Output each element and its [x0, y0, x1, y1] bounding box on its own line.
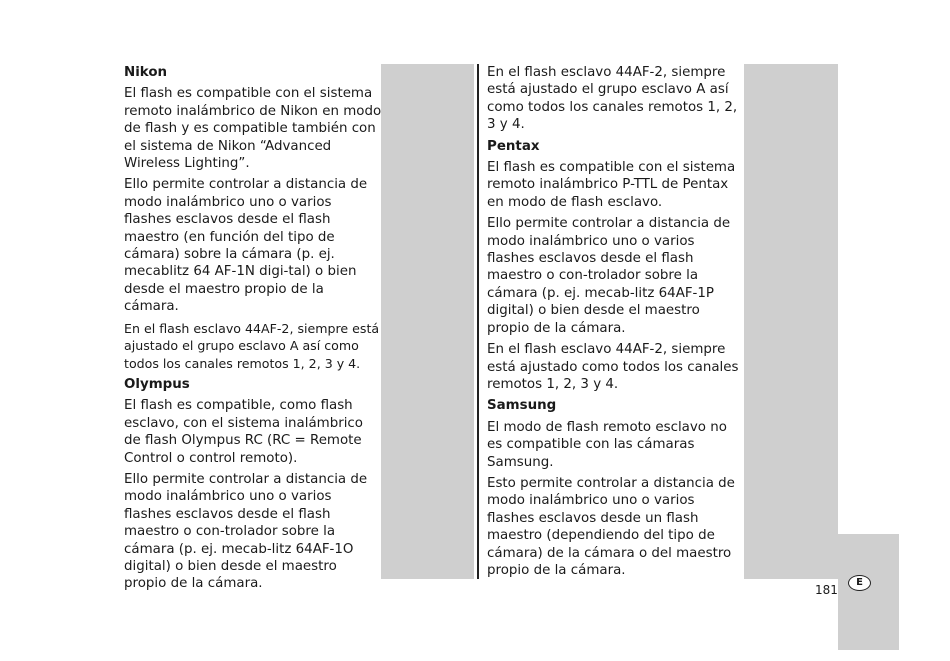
nikon-paragraph-1: El flash es compatible con el sistema remoto inalámbrico de Nikon en modo de flash y es compatible también con el sistema de Nikon “Advanced Wireless Lighting”.	[124, 86, 382, 172]
samsung-paragraph-2: Esto permite controlar a distancia de modo inalámbrico uno o varios flashes esclavos desde un flash maestro (dependiendo del tipo de cámara) de la cámara o del maestro propio de la cámara.	[487, 475, 735, 578]
heading-pentax: Pentax	[487, 138, 540, 154]
left-column	[124, 64, 382, 597]
nikon-paragraph-2: Ello permite controlar a distancia de modo inalámbrico uno o varios flashes esclavos desde el flash maestro (en función del tipo de cámara) sobre la cámara (p. ej. mecablitz 64 AF-1N digi-tal) o bien desde el maestro propio de la cámara.	[124, 177, 368, 315]
page-number: 181	[815, 583, 838, 597]
olympus-paragraph-1: El flash es compatible, como flash esclavo, con el sistema inalámbrico de flash Olympus RC (RC = Remote Control o control remoto).	[124, 398, 363, 466]
right-column	[487, 64, 744, 583]
heading-olympus: Olympus	[124, 376, 190, 392]
left-gray-panel	[381, 64, 474, 579]
heading-samsung: Samsung	[487, 398, 557, 414]
nikon-continued-paragraph: En el flash esclavo 44AF-2, siempre está ajustado el grupo esclavo A así como todos los canales remotos 1, 2, 3 y 4.	[487, 65, 738, 133]
language-badge: E	[848, 575, 871, 591]
heading-nikon: Nikon	[124, 65, 168, 80]
column-divider	[477, 64, 479, 579]
pentax-paragraph-1: El flash es compatible con el sistema remoto inalámbrico P-TTL de Pentax en modo de flash esclavo.	[487, 160, 736, 210]
nikon-paragraph-3: En el flash esclavo 44AF-2, siempre está ajustado el grupo esclavo A así como todos los canales remotos 1, 2, 3 y 4.	[124, 320, 380, 371]
pentax-paragraph-2: Ello permite controlar a distancia de modo inalámbrico uno o varios flashes esclavos desde el flash maestro o con-trolador sobre la cámara (p. ej. mecab-litz 64AF-1P	[487, 216, 731, 301]
pentax-paragraph-2-continued: digital) o bien desde el maestro propio de la cámara.	[487, 303, 700, 336]
pentax-paragraph-3: En el flash esclavo 44AF-2, siempre está ajustado como todos los canales remotos 1, 2, 3 y 4.	[487, 342, 739, 392]
right-gray-panel	[744, 64, 838, 579]
language-tab-panel	[838, 534, 899, 650]
samsung-paragraph-1: El modo de flash remoto esclavo no es compatible con las cámaras Samsung.	[487, 419, 727, 470]
olympus-paragraph-2: Ello permite controlar a distancia de modo inalámbrico uno o varios flashes esclavos desde el flash maestro o con-trolador sobre la cámara (p. ej. mecab-litz 64AF-1O digital) o bien desde el maestro propio de la cámara.	[124, 471, 368, 592]
